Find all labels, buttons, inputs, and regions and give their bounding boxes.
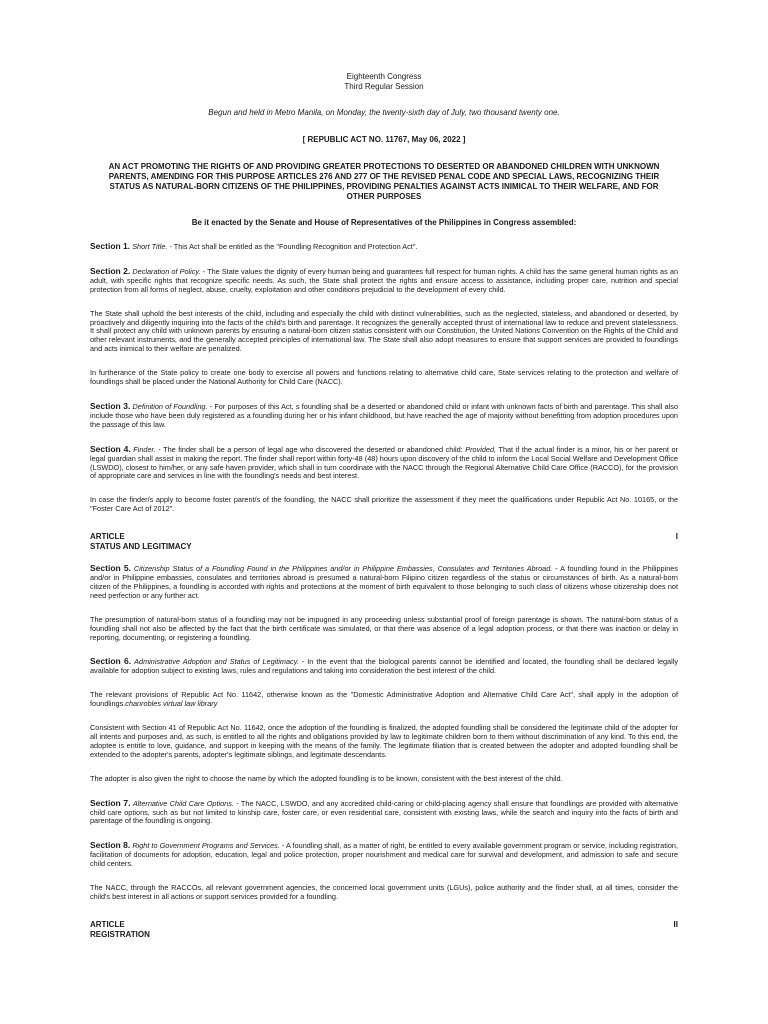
section-heading: Administrative Adoption and Status of Legitimacy.: [134, 657, 299, 667]
act-body: [90, 242, 678, 940]
section-text: - For purposes of this Act, s foundling shall be a deserted or abandoned child or infant with unknown facts of birth and parentage. This shall also include those who have been duly registered as a foundling during her or his infant childhood, but have reached the age of majority without benefitting from adoption procedures upon the passage of this law.: [90, 401, 679, 429]
section-text: - In the event that the biological parents cannot be identified and located, the foundling shall be declared legally available for adoption subject to existing laws, rules and regulations and taking into consideration the best interest of the child.: [90, 657, 679, 676]
section-label: Section 8.: [90, 840, 131, 851]
paragraph: In furtherance of the State policy to create one body to exercise all powers and functions relating to alternative child care, State services relating to the protection and welfare of foundlings shall be placed under the National Authority for Child Care (NACC).: [90, 368, 678, 387]
section-heading: Right to Government Programs and Services.: [132, 841, 280, 851]
congress-name: Eighteenth Congress: [346, 72, 422, 81]
section-label: Section 6.: [90, 656, 132, 667]
paragraph-text: The relevant provisions of Republic Act No. 11642, otherwise known as the "Domestic Administrative Adoption and Alternative Child Care Act", shall apply in the adoption of foundlings.: [90, 690, 678, 709]
article-title: [90, 532, 192, 552]
section-label: Section 5.: [90, 563, 132, 574]
section-text: - The NACC, LSWDO, and any accredited child-caring or child-placing agency shall ensure that foundlings are provided with alternative child care options, such as but not limited to kinship care, foster care, or even residential care, consistent with existing laws, while the search and inquiry into the facts of birth and parentage of the foundling is ongoing.: [90, 798, 679, 826]
session-name: Third Regular Session: [344, 82, 424, 91]
section-3: [90, 402, 678, 430]
act-title: AN ACT PROMOTING THE RIGHTS OF AND PROVIDING GREATER PROTECTIONS TO DESERTED OR ABANDONED CHILDREN WITH UNKNOWN PARENTS, AMENDING FOR THIS PURPOSE ARTICLES 276 AND 277 OF THE REVISED PENAL CODE AND SPECIAL LAWS, RECOGNIZING THEIR STATUS AS NATURAL-BORN CITIZENS OF THE PHILIPPINES, PROVIDING PENALTIES AGAINST ACTS INIMICAL TO THEIR WELFARE, AND FOR OTHER PURPOSES: [108, 162, 660, 201]
section-text: - This Act shall be entitled as the "Foundling Recognition and Protection Act".: [167, 242, 418, 251]
section-heading: Declaration of Policy.: [132, 266, 201, 276]
section-text: - A foundling found in the Philippines and/or in Philippine embassies, consulates and territories abroad is presumed a natural-born Filipino citizen regardless of the status or circumstances of birth. As a natural-born citizen of the Philippines, a foundling is accorded with rights and protections at the moment of birth equivalent to those belonging to such class of citizens whose citizenship does not need perfection or any further act.: [90, 564, 678, 600]
paragraph: The adopter is also given the right to choose the name by which the adopted foundling is to be known, consistent with the best interest of the child.: [90, 773, 563, 783]
paragraph: The NACC, through the RACCOs, all relevant government agencies, the concerned local government units (LGUs), police authority and the finder shall, at all times, consider the child's best interest in all actions or support services provided for a foundling.: [90, 883, 678, 901]
begun-line: Begun and held in Metro Manila, on Monday, the twenty-sixth day of July, two thousand twenty one.: [208, 108, 560, 117]
paragraph: The presumption of natural-born status of a foundling may not be impugned in any proceeding unless substantial proof of foreign parentage is shown. The natural-born status of a foundling shall not also be affected by the fact that the birth certificate was simulated, or that there was absence of a legal adoption process, or that there was inaction or delay in reporting, documenting, or registering a foundling.: [90, 614, 678, 642]
section-heading: Finder.: [133, 444, 156, 454]
article-word: ARTICLE: [90, 532, 125, 542]
article-word: ARTICLE: [90, 919, 125, 929]
article-numeral: II: [673, 919, 678, 929]
section-label: Section 1.: [90, 241, 131, 251]
section-heading: Citizenship Status of a Foundling Found in the Philippines and/or in Philippine Embassies, Consulates and Territories Abroad.: [133, 564, 553, 574]
section-label: Section 2.: [90, 265, 131, 276]
section-1: [90, 242, 678, 252]
article-name: REGISTRATION: [90, 929, 150, 939]
section-heading: Short Title.: [132, 242, 168, 251]
section-text: - The finder shall be a person of legal age who discovered the deserted or abandoned child:: [155, 444, 466, 454]
watermark-text: chanrobles virtual law library: [125, 699, 218, 709]
section-5: [90, 564, 678, 601]
section-text: - A foundling shall, as a matter of right, be entitled to every available government program or service, including registration, facilitation of documents for adoption, education, legal and police protection, proper nourishment and medical care for survival and development, and admission to safe and secure child centers.: [90, 841, 679, 869]
section-label: Section 3.: [90, 400, 131, 411]
section-2: [90, 267, 678, 295]
section-text: - The State values the dignity of every human being and guarantees full respect for human rights. A child has the same general human rights as an adult, with specific rights that recognize specific needs. As such, the State shall protect the rights and ensure access to assistance, including proper care, nutrition and special protection from all forms of neglect, abuse, cruelty, exploitation and other conditions prejudicial to the development of every child.: [90, 266, 678, 294]
article-heading: [90, 532, 678, 552]
article-name: STATUS AND LEGITIMACY: [90, 542, 192, 552]
section-7: [90, 799, 678, 827]
proviso: Provided,: [465, 444, 497, 454]
article-numeral: I: [675, 532, 678, 542]
paragraph: Consistent with Section 41 of Republic Act No. 11642, once the adoption of the foundling is finalized, the adopted foundling shall be considered the legitimate child of the adopter for all intents and purposes and, as such, is entitled to all the rights and obligations provided by law to legitimate children born to them without discrimination of any kind. To this end, the adoptee is entitle to love, guidance, and support in keeping with the means of the family. The legitimate filiation that is created between the adopter and adopted foundling shall be extended to the adopter's parents, adopter's legitimate siblings, and legitimate descendants.: [90, 723, 678, 759]
section-label: Section 7.: [90, 797, 131, 808]
enacting-clause: Be it enacted by the Senate and House of Representatives of the Philippines in Congress assembled:: [191, 218, 577, 227]
section-heading: Definition of Foundling.: [132, 401, 208, 411]
paragraph: [90, 691, 678, 709]
section-6: [90, 657, 678, 676]
section-text: That if the actual finder is a minor, his or her parent or legal guardian shall assist in making the report. The finder shall report within forty-48 (48) hours upon discovery of the child to inform the Local Social Welfare and Development Office (LSWDO), closest to him/her, or any safe haven provider, which shall in turn coordinate with the NACC through the Regional Alternative Child Care Office (RACCO), for the provision of appropriate care and services in line with the foundling's needs and best interest.: [90, 444, 678, 481]
section-heading: Alternative Child Care Options.: [132, 798, 234, 808]
republic-act-number: [ REPUBLIC ACT NO. 11767, May 06, 2022 ]: [302, 135, 466, 144]
section-8: [90, 841, 678, 869]
section-label: Section 4.: [90, 443, 131, 454]
section-4: [90, 445, 678, 482]
paragraph: In case the finder/s apply to become foster parent/s of the foundling, the NACC shall prioritize the assessment if they meet the qualifications under Republic Act No. 10165, or the "Foster Care Act of 2012".: [90, 495, 678, 514]
paragraph: The State shall uphold the best interests of the child, including and especially the child with distinct vulnerabilities, such as the neglected, stateless, and abandoned or deserted, by proactively and diligently inquiring into the facts of the child's birth and parentage. It recognizes the generally accepted thrust of international law to reduce and prevent statelessness. It shall protect any child with unknown parents by ensuring a natural-born citizen status consistent with our Constitution, the United Nations Convention on the Rights of the Child and other relevant instruments, and the generally accepted principles of international law. The State shall also adopt measures to ensure that support services are provided to foundlings and acts inimical to their welfare are penalized.: [90, 308, 678, 354]
article-title: [90, 920, 150, 940]
article-heading: [90, 920, 678, 940]
